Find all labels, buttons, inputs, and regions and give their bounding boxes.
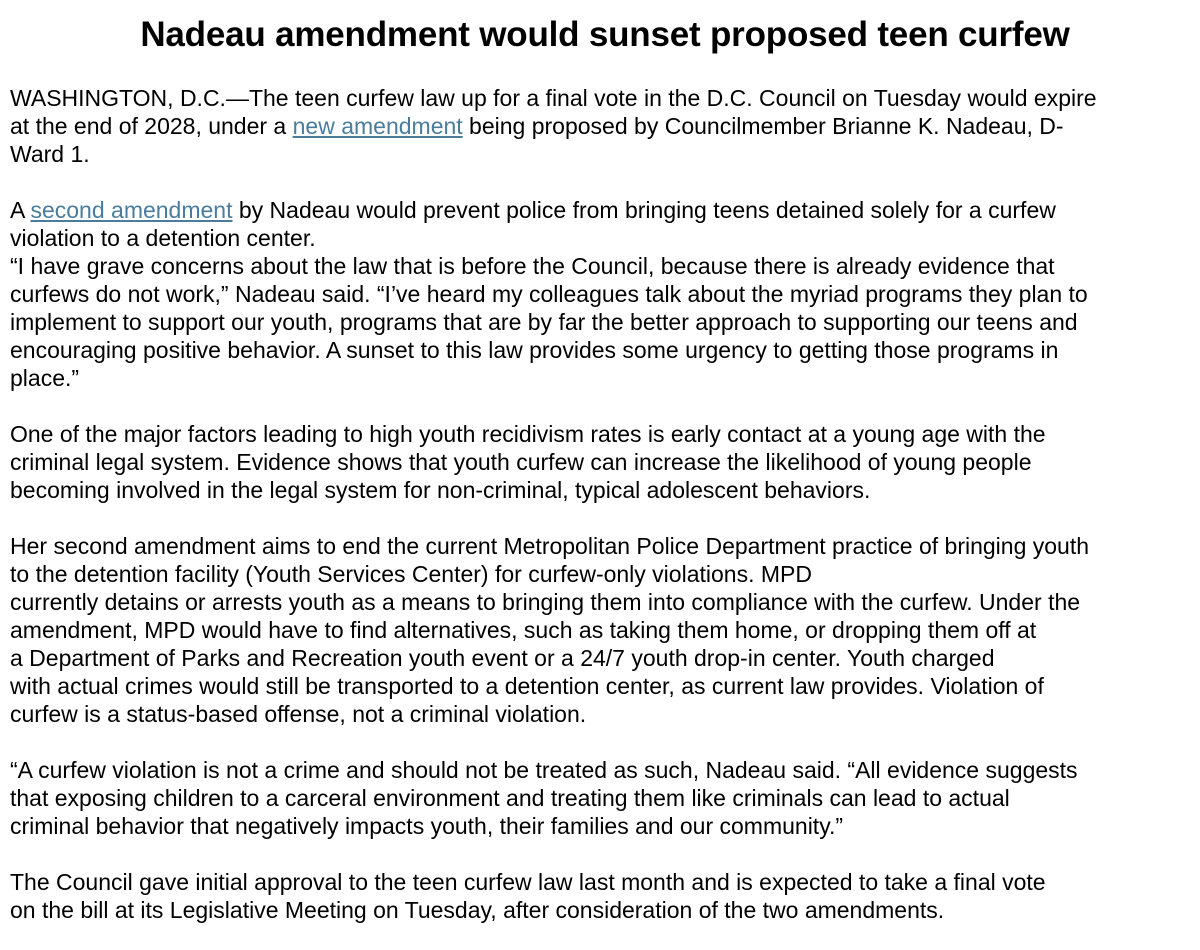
paragraph-spacer (10, 840, 1200, 868)
text-segment: A (10, 197, 31, 223)
text-line: “I have grave concerns about the law that is before the Council, because there is already evidence that (10, 253, 1055, 279)
paragraph-curfew-quote (10, 756, 1200, 840)
text-line: violation to a detention center. (10, 225, 316, 251)
article-title: Nadeau amendment would sunset proposed teen curfew (140, 15, 1070, 54)
paragraph-council-vote (10, 868, 1200, 924)
text-line: criminal legal system. Evidence shows that youth curfew can increase the likelihood of young people (10, 449, 1032, 475)
paragraph-recidivism (10, 420, 1200, 504)
text-line (10, 112, 1200, 140)
paragraph-spacer (10, 504, 1200, 532)
text-line: a Department of Parks and Recreation youth event or a 24/7 youth drop-in center. Youth charged (10, 645, 995, 671)
paragraph-spacer (10, 728, 1200, 756)
text-line: currently detains or arrests youth as a means to bringing them into compliance with the curfew. Under the (10, 589, 1081, 615)
paragraph-nadeau-quote (10, 252, 1200, 392)
text-line: implement to support our youth, programs that are by far the better approach to supporting our teens and (10, 309, 1078, 335)
text-line: place.” (10, 365, 80, 391)
article-body (10, 84, 1200, 924)
text-line: encouraging positive behavior. A sunset to this law provides some urgency to getting those programs in (10, 337, 1059, 363)
text-line: to the detention facility (Youth Services Center) for curfew-only violations. MPD (10, 561, 812, 587)
text-segment: being proposed by Councilmember Brianne K. Nadeau, D- (462, 113, 1064, 139)
paragraph-second-amendment (10, 196, 1200, 252)
text-line (10, 196, 1200, 224)
paragraph-spacer (10, 392, 1200, 420)
text-segment: at the end of 2028, under a (10, 113, 293, 139)
text-line: Her second amendment aims to end the current Metropolitan Police Department practice of bringing youth (10, 533, 1090, 559)
text-line: The Council gave initial approval to the teen curfew law last month and is expected to take a final vote (10, 869, 1046, 895)
text-line: amendment, MPD would have to find alternatives, such as taking them home, or dropping them off at (10, 617, 1037, 643)
second-amendment-link[interactable]: second amendment (30, 197, 233, 223)
paragraph-intro (10, 84, 1200, 168)
text-line: criminal behavior that negatively impacts youth, their families and our community.” (10, 813, 844, 839)
text-line: becoming involved in the legal system for non-criminal, typical adolescent behaviors. (10, 477, 871, 503)
text-line: WASHINGTON, D.C.—The teen curfew law up for a final vote in the D.C. Council on Tuesday would expire (10, 85, 1097, 111)
text-line: on the bill at its Legislative Meeting on Tuesday, after consideration of the two amendments. (10, 897, 945, 923)
text-segment: by Nadeau would prevent police from bringing teens detained solely for a curfew (232, 197, 1056, 223)
text-line: that exposing children to a carceral environment and treating them like criminals can lead to actual (10, 785, 1010, 811)
text-line: “A curfew violation is not a crime and should not be treated as such, Nadeau said. “All evidence suggests (10, 757, 1078, 783)
paragraph-detention-practice (10, 532, 1200, 728)
text-line: One of the major factors leading to high youth recidivism rates is early contact at a young age with the (10, 421, 1046, 447)
text-line: curfews do not work,” Nadeau said. “I’ve heard my colleagues talk about the myriad programs they plan to (10, 281, 1088, 307)
paragraph-spacer (10, 168, 1200, 196)
text-line: curfew is a status-based offense, not a criminal violation. (10, 701, 587, 727)
text-line: with actual crimes would still be transported to a detention center, as current law provides. Violation of (10, 673, 1044, 699)
new-amendment-link[interactable]: new amendment (292, 113, 463, 139)
text-line: Ward 1. (10, 141, 90, 167)
